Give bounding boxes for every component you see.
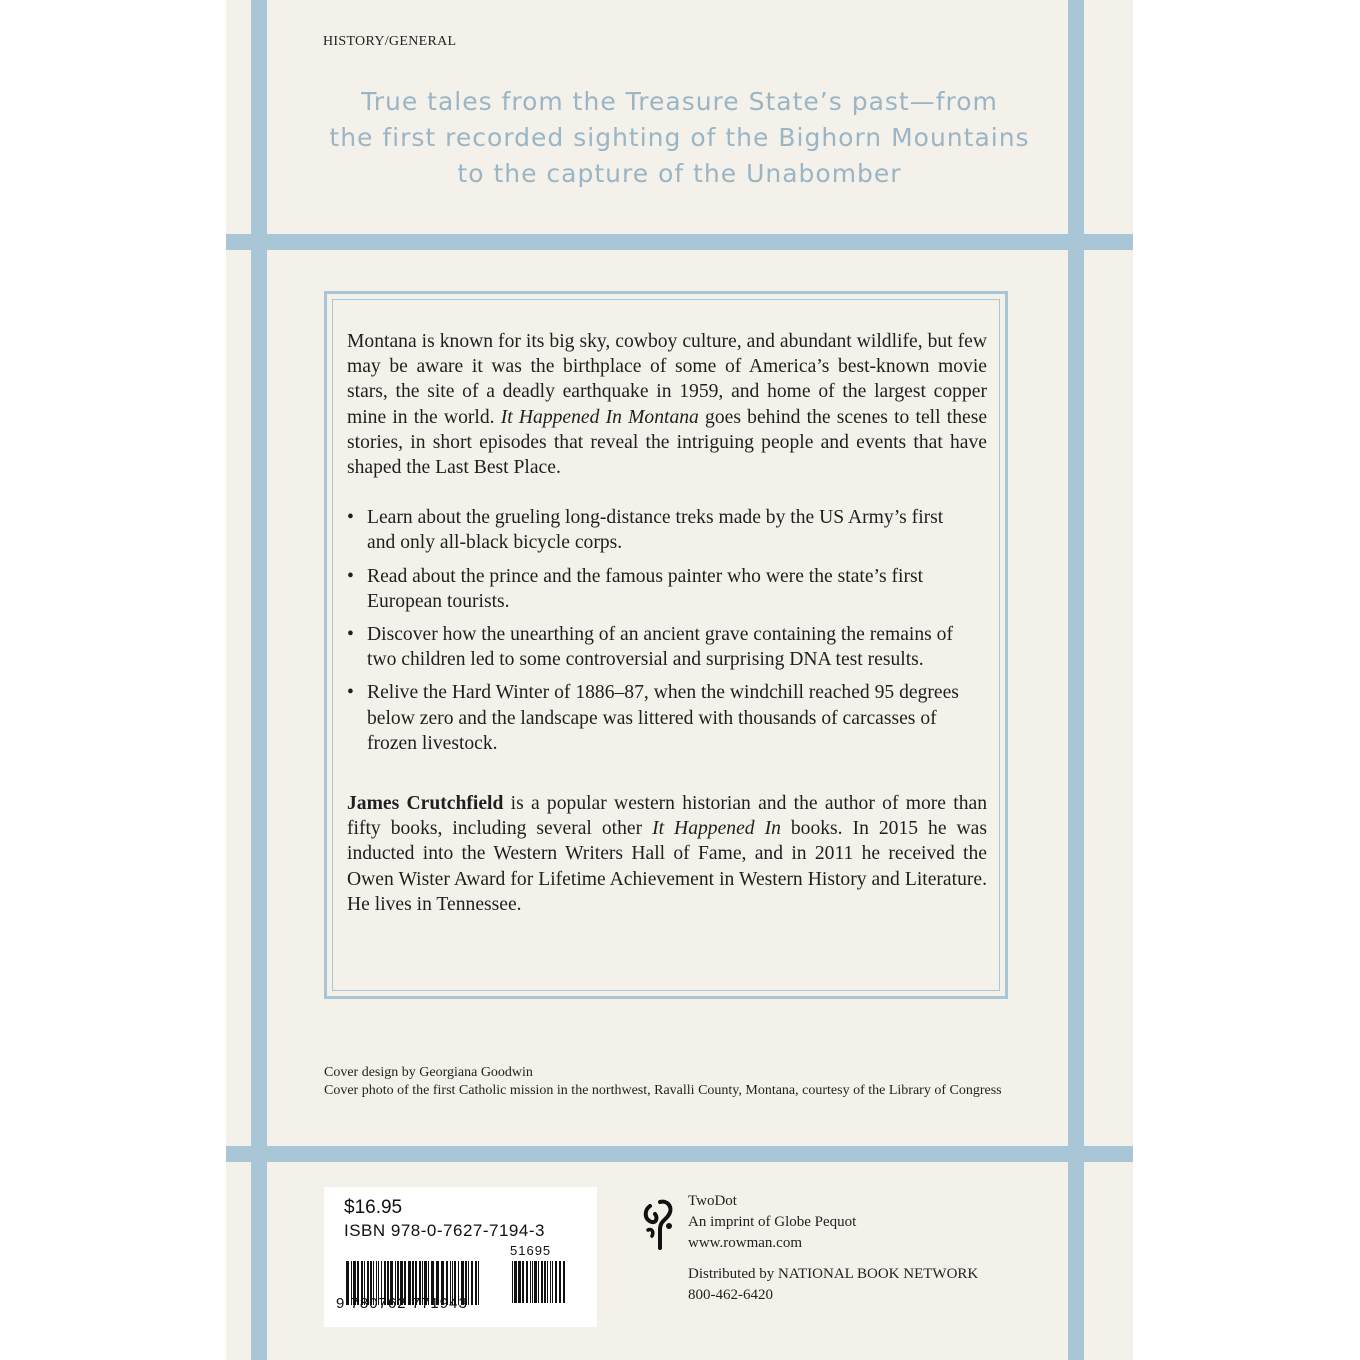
bio-text: is a popular western historian and the author of more than fifty books, including several other (347, 793, 987, 840)
author-name: James Crutchfield (347, 793, 504, 815)
bullet-icon: • (347, 624, 354, 646)
list-item (347, 564, 967, 614)
list-item-text: Relive the Hard Winter of 1886–87, when the windchill reached 95 degrees below zero and the landscape was littered with thousands of carcasses of frozen livestock. (367, 682, 959, 754)
tagline-line: the first recorded sighting of the Bighorn Mountains (329, 123, 1030, 152)
description-frame (324, 291, 1008, 999)
intro-text-end: goes behind the scenes to tell these stories, in short episodes that reveal the intriguing people and events that have shaped the Last Best Place. (347, 406, 988, 479)
intro-paragraph (347, 329, 987, 480)
isbn: ISBN 978-0-7627-7194-3 (344, 1221, 545, 1240)
publisher-imprint: An imprint of Globe Pequot (688, 1214, 857, 1230)
publisher-website: www.rowman.com (688, 1235, 803, 1251)
tagline-line: to the capture of the Unabomber (457, 159, 902, 188)
ean-number: 9 780762 771943 (336, 1295, 468, 1312)
book-title: It Happened In Montana (500, 406, 699, 428)
intro-text: Montana is known for its big sky, cowboy culture, and abundant wildlife, but few may be aware it was the birthplace of some of America’s best-known movie stars, the site of a deadly earthquake in 1959, and home of the largest copper mine in the world. (347, 331, 987, 428)
list-item (347, 505, 967, 555)
barcode-label (324, 1187, 597, 1327)
bullet-icon: • (347, 565, 354, 587)
publisher-info (688, 1191, 856, 1254)
author-bio (347, 791, 987, 917)
phone-number: 800-462-6420 (688, 1287, 773, 1303)
horizontal-band-top (226, 234, 1133, 250)
highlights-list (347, 505, 987, 756)
distributor: Distributed by NATIONAL BOOK NETWORK (688, 1266, 979, 1282)
category-label: HISTORY/GENERAL (323, 34, 457, 49)
tagline-line: True tales from the Treasure State’s past—from (361, 87, 998, 116)
publisher-name: TwoDot (688, 1193, 737, 1209)
tagline (266, 84, 1093, 192)
bullet-icon: • (347, 507, 354, 529)
list-item (347, 680, 967, 756)
addon-number: 51695 (510, 1243, 552, 1258)
twodot-logo-icon (642, 1196, 676, 1252)
cover-credits (324, 1064, 1004, 1100)
series-title: It Happened In (652, 818, 781, 840)
list-item-text: Discover how the unearthing of an ancient grave containing the remains of two children led to some controversial and surprising DNA test results. (367, 624, 953, 671)
photo-credit: Cover photo of the first Catholic mission in the northwest, Ravalli County, Montana, courtesy of the Library of Congress (324, 1083, 1002, 1098)
description-text (347, 329, 987, 917)
list-item (347, 622, 967, 672)
bullet-icon: • (347, 682, 354, 704)
bio-text-end: books. In 2015 he was inducted into the Western Writers Hall of Fame, and in 2011 he received the Owen Wister Award for Lifetime Achievement in Western History and Literature. He lives in Tennessee. (347, 818, 987, 915)
price: $16.95 (344, 1197, 403, 1218)
list-item-text: Read about the prince and the famous painter who were the state’s first European tourists. (367, 565, 924, 612)
design-credit: Cover design by Georgiana Goodwin (324, 1065, 533, 1080)
horizontal-band-bottom (226, 1146, 1133, 1162)
distributor-info (688, 1264, 978, 1306)
list-item-text: Learn about the grueling long-distance treks made by the US Army’s first and only all-black bicycle corps. (367, 507, 944, 554)
back-cover (226, 0, 1133, 1360)
